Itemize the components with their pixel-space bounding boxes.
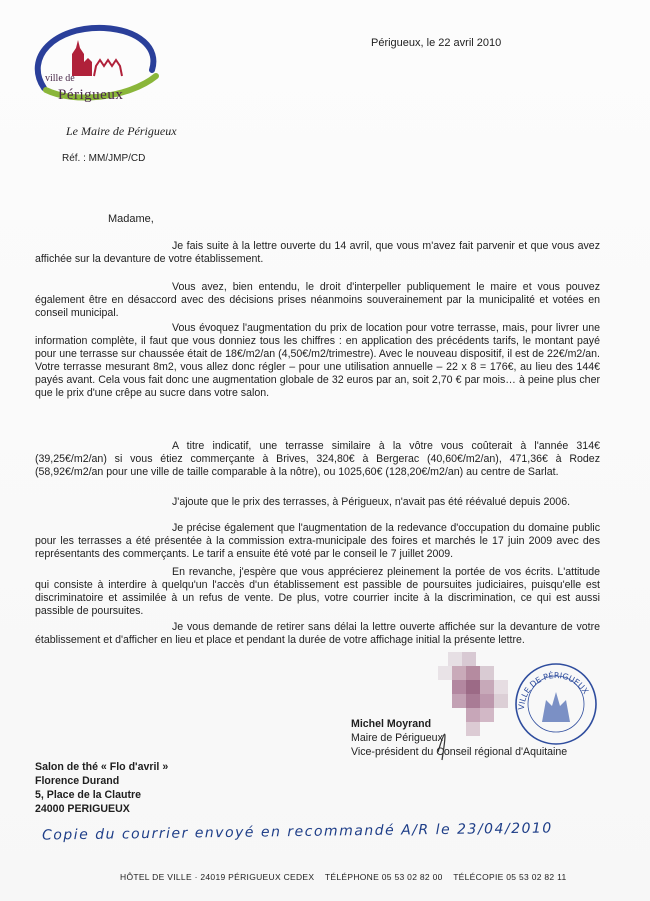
signatory-role-1: Maire de Périgueux: [351, 732, 443, 744]
footer-fax: TÉLÉCOPIE 05 53 02 82 11: [453, 872, 567, 882]
seal-text: VILLE DE PÉRIGUEUX: [516, 670, 591, 711]
reference-line: Réf. : MM/JMP/CD: [62, 153, 146, 164]
handwritten-note: Copie du courrier envoyé en recommandé A/R le 23/04/2010: [41, 820, 553, 844]
mayor-title: Le Maire de Périgueux: [66, 124, 177, 138]
paragraph-5: J'ajoute que le prix des terrasses, à Périgueux, n'avait pas été réévalué depuis 2006.: [172, 496, 571, 508]
paragraph-6: Je précise également que l'augmentation de la redevance d'occupation du domaine public pour les terrasses a été présentée à la commission extra-municipale des foires et marchés le 17 juin 2009 avec des représentants des commerçants. Le tarif a ensuite été voté par le conseil le 7 juillet 2009.: [35, 522, 600, 560]
recipient-line-2: Florence Durand: [35, 775, 120, 787]
logo-city-name: Périgueux: [58, 87, 124, 103]
paragraph-7: En revanche, j'espère que vous apprécierez pleinement la portée de vos écrits. L'attitude qui consiste à interdire à quelqu'un l'accès d'un établissement est passible de poursuites judiciaires, puisqu'elle est discriminatoire et assimilée à un refus de vente. De plus, votre courrier incite à la discrimination, ce qui est aussi passible de poursuites.: [35, 566, 600, 617]
paragraph-2: Vous avez, bien entendu, le droit d'interpeller publiquement le maire et vous pouvez également être en désaccord avec des décisions prises néanmoins souverainement par la municipalité et votées en conseil municipal.: [35, 281, 600, 319]
logo-ville-text: ville de: [45, 73, 75, 84]
recipient-line-3: 5, Place de la Clautre: [35, 789, 141, 801]
salutation: Madame,: [108, 213, 154, 225]
signatory-name: Michel Moyrand: [351, 718, 432, 730]
paragraph-3: Vous évoquez l'augmentation du prix de location pour votre terrasse, mais, pour livrer une information complète, il faut que vous donniez tous les chiffres : en application des précédents tarifs, le montant payé pour une terrasse sur chaussée était de 18€/m2/an (4,50€/m2/trimestre). Avec le nouveau dispositif, il est de 22€/m2/an. Votre terrasse mesurant 8m2, vous allez donc régler – pour une utilisation annuelle – 22 x 8 = 176€, au lieu des 144€ payés avant. Cela vous fait donc une augmentation globale de 32 euros par an, soit 2,70 € par mois… à peine plus cher que le prix d'une crêpe au sucre dans votre salon.: [35, 322, 600, 399]
paragraph-4: A titre indicatif, une terrasse similaire à la vôtre vous coûterait à l'année 314€ (39,25€/m2/an) si vous étiez commerçante à Brives, 324,80€ à Bergerac (40,60€/m2/an), 471,36€ à Rodez (58,92€/m2/an pour une ville de taille comparable à la nôtre), ou 1025,60€ (128,20€/m2/an) au centre de Sarlat.: [35, 440, 600, 478]
date-line: Périgueux, le 22 avril 2010: [371, 37, 502, 49]
signature-block: [351, 717, 567, 759]
letterhead-footer: [120, 872, 575, 882]
footer-phone: TÉLÉPHONE 05 53 02 82 00: [324, 872, 443, 882]
footer-address: HÔTEL DE VILLE · 24019 PÉRIGUEUX CEDEX: [120, 872, 315, 882]
recipient-address: [35, 760, 168, 816]
recipient-line-1: Salon de thé « Flo d'avril »: [35, 761, 169, 773]
paragraph-8: Je vous demande de retirer sans délai la lettre ouverte affichée sur la devanture de votre établissement et d'afficher en lieu et place et pendant la durée de votre affichage initial la présente lettre.: [35, 621, 600, 646]
signatory-role-2: Vice-président du Conseil régional d'Aquitaine: [351, 746, 568, 758]
recipient-line-4: 24000 PERIGUEUX: [35, 803, 130, 815]
paragraph-1: Je fais suite à la lettre ouverte du 14 avril, que vous m'avez fait parvenir et que vous avez affichée sur la devanture de votre établissement.: [35, 240, 600, 265]
